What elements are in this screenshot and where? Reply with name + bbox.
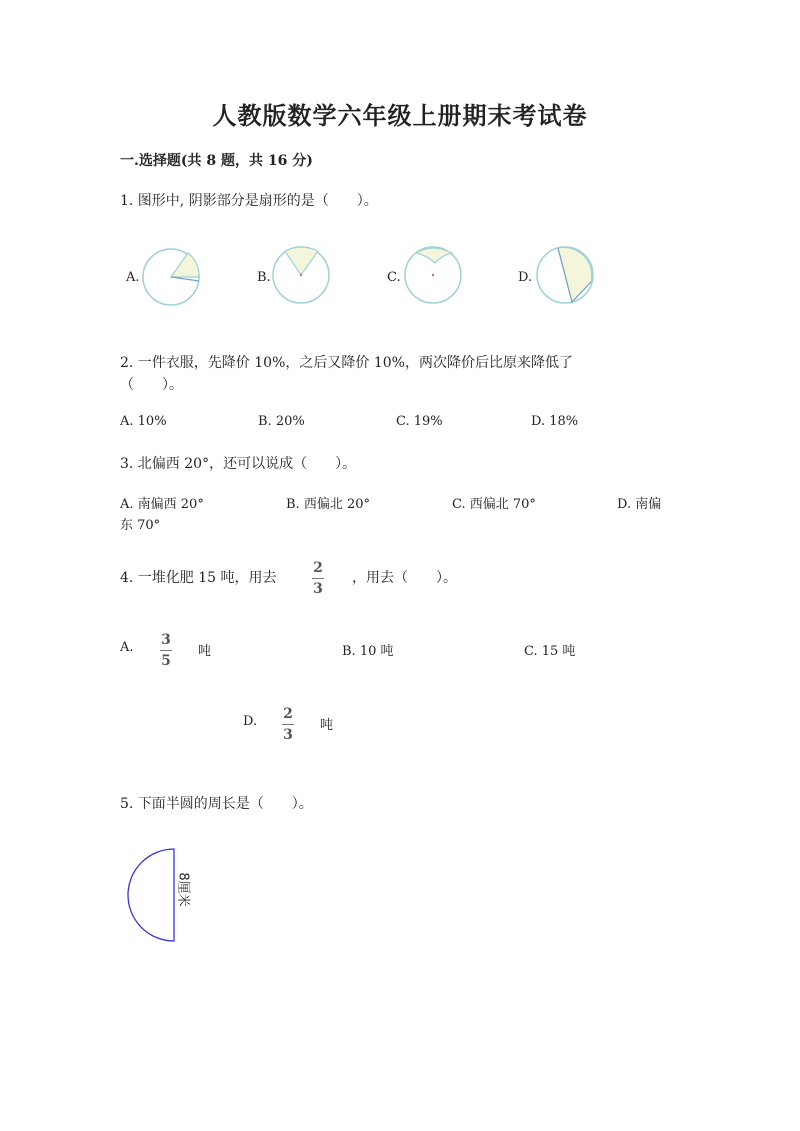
q4-option-a-unit: 吨 (198, 644, 212, 659)
fraction-bar (282, 724, 294, 725)
q1-option-a-label: A. (126, 270, 140, 285)
fraction-numerator: 2 (283, 706, 293, 722)
q1-figure-c (402, 243, 468, 309)
fraction-bar (160, 650, 172, 651)
question-1-stem: 1. 图形中, 阴影部分是扇形的是（ ）。 (120, 193, 378, 209)
question-4-stem-before: 4. 一堆化肥 15 吨，用去 (120, 570, 277, 586)
question-3-stem: 3. 北偏西 20°，还可以说成（ ）。 (120, 456, 357, 472)
q3-option-c: C. 西偏北 70° (452, 497, 536, 512)
fraction-numerator: 3 (161, 632, 171, 648)
q1-option-d-label: D. (518, 270, 533, 285)
q4-option-a-fraction (160, 632, 172, 669)
q4-option-a-label: A. (120, 640, 134, 655)
q5-semicircle-figure (120, 845, 210, 945)
fraction-bar (312, 578, 324, 579)
page-title: 人教版数学六年级上册期末考试卷 (212, 101, 588, 130)
q5-figure-label: 8厘米 (175, 872, 191, 907)
q1-option-c-label: C. (387, 270, 401, 285)
q4-option-d-label: D. (243, 714, 258, 729)
q2-option-d: D. 18% (531, 414, 579, 429)
q1-option-b-label: B. (257, 270, 271, 285)
q4-stem-fraction (312, 560, 324, 597)
fraction-numerator: 2 (313, 560, 323, 576)
question-2-stem-line2: （ ）。 (120, 377, 183, 393)
question-4-stem-after: ，用去（ ）。 (352, 570, 457, 586)
question-5-stem: 5. 下面半圆的周长是（ ）。 (120, 796, 313, 812)
q4-option-d-unit: 吨 (320, 718, 334, 733)
q1-figure-a (140, 245, 206, 311)
fraction-denominator: 3 (313, 581, 323, 597)
q4-option-d-fraction (282, 706, 294, 743)
fraction-denominator: 3 (283, 727, 293, 743)
q3-option-d: D. 南偏 (617, 497, 662, 512)
section-heading: 一.选择题(共 8 题，共 16 分) (120, 153, 313, 169)
q4-option-b: B. 10 吨 (342, 644, 394, 659)
question-2-stem-line1: 2. 一件衣服，先降价 10%，之后又降价 10%，两次降价后比原来降低了 (120, 355, 573, 371)
q1-figure-b (270, 245, 336, 311)
q2-option-c: C. 19% (396, 414, 443, 429)
q3-option-a: A. 南偏西 20° (120, 497, 204, 512)
q3-option-d-continued: 东 70° (120, 518, 161, 533)
q3-option-b: B. 西偏北 20° (286, 497, 370, 512)
q2-option-a: A. 10% (120, 414, 167, 429)
fraction-denominator: 5 (161, 653, 171, 669)
q4-option-c: C. 15 吨 (524, 644, 576, 659)
q1-figure-d (534, 244, 600, 310)
q2-option-b: B. 20% (258, 414, 305, 429)
